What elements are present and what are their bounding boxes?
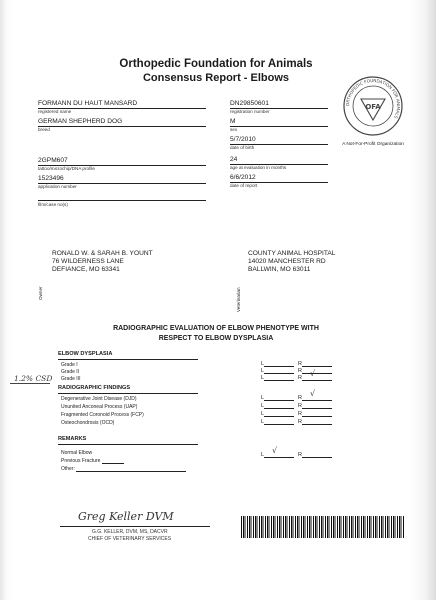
fcp-left: L xyxy=(261,410,294,417)
ocd-left: L xyxy=(261,418,294,425)
grade-1-label: Grade I xyxy=(61,362,78,368)
svg-text:ORTHOPEDIC FOUNDATION FOR ANIM: ORTHOPEDIC FOUNDATION FOR ANIMALS xyxy=(344,77,402,120)
sex-label: sex xyxy=(230,127,238,132)
grade-2-left: L xyxy=(261,367,294,374)
seal-caption: A Not-For-Profit Organization xyxy=(342,142,404,147)
ofa-seal-logo xyxy=(342,75,404,137)
grade-3-label: Grade III xyxy=(61,376,81,382)
grade-1-left: L xyxy=(261,360,294,367)
registration-number-label: registration number xyxy=(230,109,270,114)
normal-elbow-left-check-icon: √ xyxy=(272,446,278,455)
tattoo-value: 2GPM607 xyxy=(38,157,68,164)
djd-right: R xyxy=(298,394,332,401)
ocd-right: R xyxy=(298,418,332,425)
handwritten-margin-note: 1.2% CSD xyxy=(14,374,53,383)
barcode xyxy=(241,516,404,538)
tattoo-label: tattoo/microchip/DNA profile xyxy=(38,166,95,171)
breed-value: GERMAN SHEPHERD DOG xyxy=(38,118,123,125)
grade-1-right: R xyxy=(298,360,332,367)
grade-3-left: L xyxy=(261,374,294,381)
report-date-label: date of report xyxy=(230,183,258,188)
remark-previous-fracture: Previous Fracture xyxy=(61,458,124,464)
application-number-value: 1523496 xyxy=(38,175,64,182)
owner-side-label: Owner xyxy=(38,286,43,300)
remark-normal-elbow: Normal Elbow xyxy=(61,450,93,456)
registration-number-value: DN29850601 xyxy=(230,100,269,107)
veterinarian-name: COUNTY ANIMAL HOSPITAL xyxy=(248,250,336,257)
sex-value: M xyxy=(230,118,236,125)
owner-name: RONALD W. & SARAH B. YOUNT xyxy=(52,250,153,257)
owner-city: DEFIANCE, MO 63341 xyxy=(52,266,120,273)
finding-ocd: Osteochondrosis (OCD) xyxy=(61,420,115,426)
normal-elbow-left: L xyxy=(261,451,294,458)
signature-name: G.G. KELLER, DVM, MS, DACVR xyxy=(92,529,168,535)
application-number-label: application number xyxy=(38,184,77,189)
grade-2-label: Grade II xyxy=(61,369,80,375)
veterinarian-side-label: Veterinarian xyxy=(236,287,241,312)
finding-fcp: Fragmented Coronoid Process (FCP) xyxy=(61,412,144,418)
finding-djd: Degenerative Joint Disease (DJD) xyxy=(61,396,137,402)
report-title: Orthopedic Foundation for Animals xyxy=(119,58,313,70)
evaluation-heading-line1: RADIOGRAPHIC EVALUATION OF ELBOW PHENOTYPE WITH xyxy=(113,325,319,332)
grade-2-right: R xyxy=(298,367,332,374)
djd-right-check-icon: √ xyxy=(310,389,316,398)
uap-right: R xyxy=(298,402,332,409)
uap-left: L xyxy=(261,402,294,409)
signature-script: Greg Keller DVM xyxy=(78,510,174,523)
evaluation-heading-line2: RESPECT TO ELBOW DYSPLASIA xyxy=(158,335,274,342)
veterinarian-street: 14020 MANCHESTER RD xyxy=(248,258,326,265)
grade-3-right-check-icon: √ xyxy=(310,369,316,378)
breed-label: breed xyxy=(38,127,50,132)
registered-name-value: FORMANN DU HAUT MANSARD xyxy=(38,100,138,107)
margin-note-underline xyxy=(10,383,50,384)
age-value: 24 xyxy=(230,156,238,163)
veterinarian-city: BALLWIN, MO 63011 xyxy=(248,266,311,273)
normal-elbow-right: R xyxy=(298,451,332,458)
film-case-label: film/case no(s) xyxy=(38,202,68,207)
owner-street: 76 WILDERNESS LANE xyxy=(52,258,124,265)
remarks-heading: REMARKS xyxy=(58,436,87,442)
date-of-birth-value: 5/7/2010 xyxy=(230,136,256,143)
report-date-value: 6/6/2012 xyxy=(230,174,256,181)
registered-name-label: registered name xyxy=(38,109,72,114)
dysplasia-heading: ELBOW DYSPLASIA xyxy=(58,351,113,357)
finding-uap: Ununited Anconeal Process (UAP) xyxy=(61,404,138,410)
djd-left: L xyxy=(261,394,294,401)
signature-title: CHIEF OF VETERINARY SERVICES xyxy=(88,536,172,542)
report-subtitle: Consensus Report - Elbows xyxy=(142,72,290,84)
findings-heading: RADIOGRAPHIC FINDINGS xyxy=(58,385,131,391)
date-of-birth-label: date of birth xyxy=(230,145,255,150)
grade-3-right: R xyxy=(298,374,332,381)
remark-other: Other: xyxy=(61,466,186,472)
fcp-right: R xyxy=(298,410,332,417)
svg-text:OFA: OFA xyxy=(365,103,381,111)
age-label: age at evaluation in months xyxy=(230,165,287,170)
